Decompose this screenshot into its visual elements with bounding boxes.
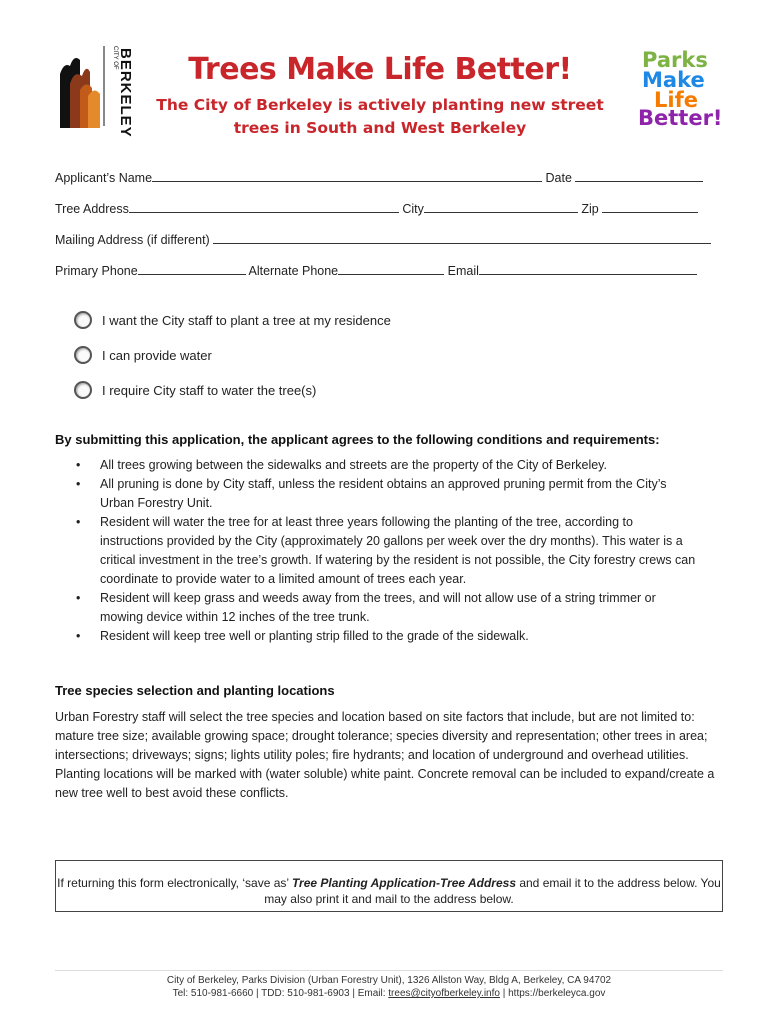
list-item: • All pruning is done by City staff, unless the resident obtains an approved pruning permit from the City’s Urban Forestry Unit. xyxy=(76,475,696,513)
mailing-address-field[interactable] xyxy=(213,231,711,244)
address-row xyxy=(55,200,698,216)
alternate-phone-field[interactable] xyxy=(338,262,444,275)
list-item: • Resident will keep tree well or planting strip filled to the grade of the sidewalk. xyxy=(76,627,696,646)
footer-website: | https://berkeleyca.gov xyxy=(499,988,606,999)
footer-email-link[interactable]: trees@cityofberkeley.info xyxy=(388,988,500,999)
applicant-name-label: Applicant’s Name xyxy=(55,171,153,185)
parks-logo-word-3: Life xyxy=(654,88,698,112)
zip-label: Zip xyxy=(581,202,599,216)
alternate-phone-label: Alternate Phone xyxy=(248,264,339,278)
conditions-heading: By submitting this application, the applicant agrees to the following conditions and requirements: xyxy=(55,432,660,447)
applicant-name-field[interactable] xyxy=(152,169,542,182)
species-body: Urban Forestry staff will select the tree species and location based on site factors that include, but are not limited to: mature tree size; available growing space; drought tolerance; species diversity and representation; other trees in area; intersections; driveways; signs; lights utility poles; fire hydrants; and location of underground and overhead utilities. Planting locations will be marked with (water soluble) white paint. Concrete removal can be included to expand/create a new tree well to best avoid these conflicts. xyxy=(55,710,715,800)
footer-contact xyxy=(55,987,723,1000)
mailing-address-label: Mailing Address (if different) xyxy=(55,233,210,247)
date-field[interactable] xyxy=(575,169,703,182)
zip-field[interactable] xyxy=(602,200,698,213)
footer xyxy=(55,974,723,1000)
note-filename: Tree Planting Application-Tree Address xyxy=(291,876,516,890)
city-label: City xyxy=(402,202,424,216)
option-provide-water[interactable] xyxy=(74,346,212,364)
radio-plant-tree[interactable] xyxy=(74,311,92,329)
primary-phone-label: Primary Phone xyxy=(55,264,138,278)
subtitle-line-2: trees in South and West Berkeley xyxy=(233,119,527,137)
radio-city-water[interactable] xyxy=(74,381,92,399)
logo-city-of: CITY OF xyxy=(112,46,118,70)
email-label: Email xyxy=(447,264,479,278)
email-field[interactable] xyxy=(479,262,697,275)
conditions-list xyxy=(76,456,696,646)
parks-make-life-better-logo xyxy=(636,50,726,132)
applicant-row xyxy=(55,169,703,185)
tree-address-field[interactable] xyxy=(129,200,399,213)
subtitle-line-1: The City of Berkeley is actively planting new street xyxy=(156,96,604,114)
tree-address-label: Tree Address xyxy=(55,202,129,216)
page-subtitle xyxy=(150,94,610,140)
date-label: Date xyxy=(545,171,572,185)
logo-berkeley: BERKELEY xyxy=(117,48,134,138)
footer-address: City of Berkeley, Parks Division (Urban Forestry Unit), 1326 Allston Way, Bldg A, Berkeley, CA 94702 xyxy=(166,975,612,986)
phone-row xyxy=(55,262,697,278)
page-title: Trees Make Life Better! xyxy=(188,52,572,87)
list-item: • Resident will keep grass and weeds away from the trees, and will not allow use of a string trimmer or mowing device within 12 inches of the tree trunk. xyxy=(76,589,696,627)
option-city-water[interactable] xyxy=(74,381,316,399)
list-item: • Resident will water the tree for at least three years following the planting of the tree, according to instructions provided by the City (approximately 20 gallons per week over the dry months). This water is a critical investment in the tree’s growth. If watering by the resident is not possible, the City forestry crews can coordinate to provide water to a limited amount of trees each year. xyxy=(76,513,696,589)
radio-provide-water[interactable] xyxy=(74,346,92,364)
parks-logo-word-4: Better! xyxy=(638,106,723,130)
option-city-water-label: I require City staff to water the tree(s) xyxy=(102,382,317,398)
return-instructions-box xyxy=(55,860,723,912)
primary-phone-field[interactable] xyxy=(138,262,246,275)
note-pre: If returning this form electronically, ‘save as’ xyxy=(57,876,292,890)
footer-phone: Tel: 510-981-6660 | TDD: 510-981-6903 | Email: xyxy=(172,988,389,999)
species-heading: Tree species selection and planting locations xyxy=(55,683,335,698)
option-plant-tree[interactable] xyxy=(74,311,391,329)
option-provide-water-label: I can provide water xyxy=(102,347,212,363)
mailing-row xyxy=(55,231,711,247)
city-of-berkeley-logo xyxy=(58,44,136,138)
parks-logo-word-1: Parks xyxy=(642,48,708,72)
list-item: • All trees growing between the sidewalks and streets are the property of the City of Berkeley. xyxy=(76,456,696,475)
option-plant-tree-label: I want the City staff to plant a tree at my residence xyxy=(102,312,391,328)
footer-divider xyxy=(55,970,723,971)
parks-logo-word-2: Make xyxy=(642,68,705,92)
note-post: and email it to the address below. You may also print it and mail to the address below. xyxy=(264,876,721,906)
city-field[interactable] xyxy=(424,200,578,213)
